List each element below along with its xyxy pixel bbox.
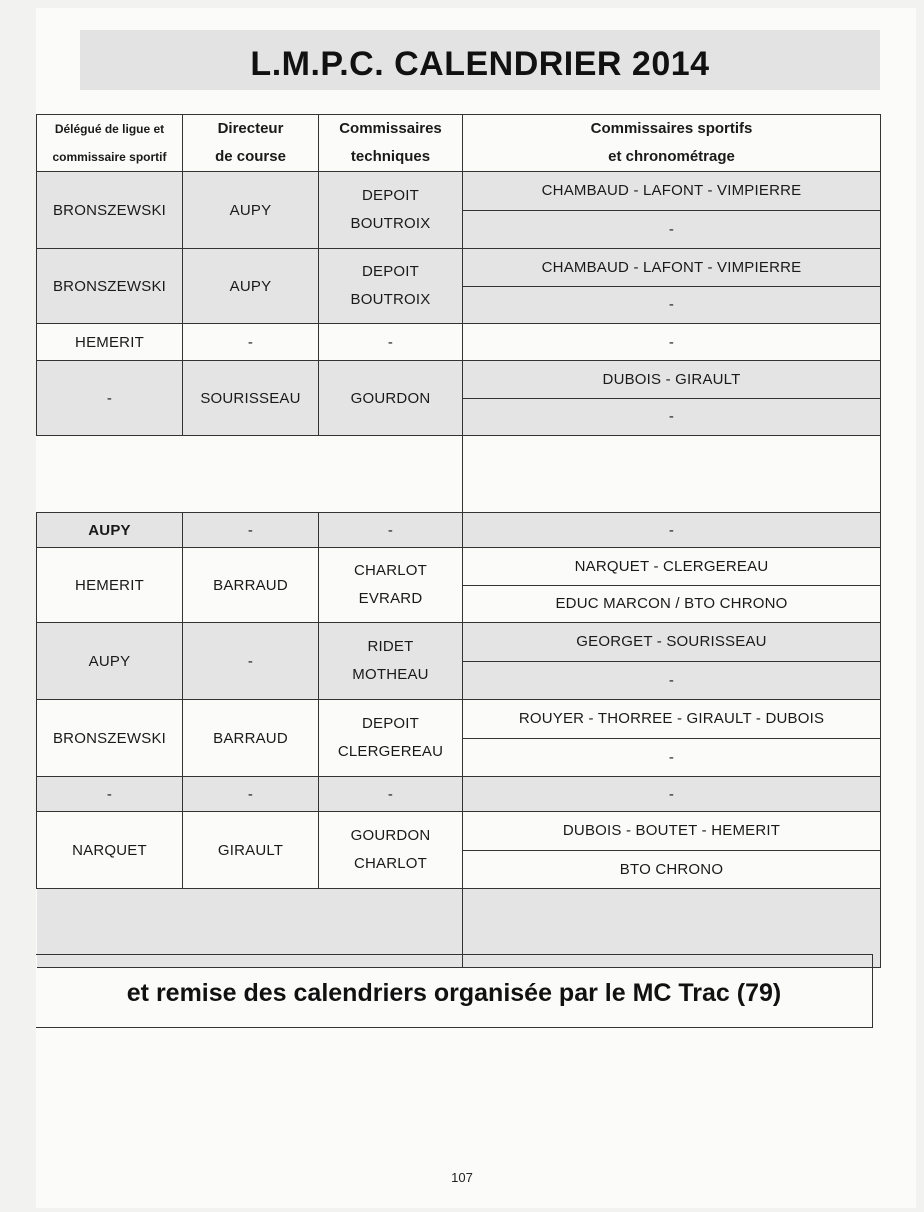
- cell-techniques: [319, 172, 463, 249]
- calendar-table: [36, 114, 881, 968]
- cell-directeur: BARRAUD: [183, 700, 319, 777]
- cell-techniques: GOURDON: [319, 361, 463, 436]
- footer-note: et remise des calendriers organisée par le MC Trac (79): [36, 954, 873, 1028]
- chrono-names: -: [668, 671, 675, 689]
- cell-directeur: GIRAULT: [183, 812, 319, 889]
- cell-techniques: [319, 548, 463, 623]
- table-row: [37, 812, 881, 889]
- header-directeur: [183, 115, 319, 172]
- cell-directeur: BARRAUD: [183, 548, 319, 623]
- table-row: [37, 249, 881, 324]
- sportifs-names: ROUYER - THORREE - GIRAULT - DUBOIS: [463, 700, 880, 739]
- sportifs-names: CHAMBAUD - LAFONT - VIMPIERRE: [463, 249, 880, 287]
- table-row: [37, 172, 881, 249]
- tech-name: DEPOIT: [361, 263, 420, 280]
- sportifs-names: DUBOIS - GIRAULT: [463, 361, 880, 399]
- cell-sportifs: -: [463, 324, 881, 361]
- cell-delegue: NARQUET: [37, 812, 183, 889]
- cell-techniques: [319, 812, 463, 889]
- cell-directeur: -: [183, 513, 319, 548]
- sportifs-names: DUBOIS - BOUTET - HEMERIT: [463, 812, 880, 851]
- cell-sportifs: [463, 812, 881, 889]
- header-sportifs-line2: et chronométrage: [608, 148, 735, 165]
- cell-sportifs: -: [463, 513, 881, 548]
- cell-delegue: BRONSZEWSKI: [37, 249, 183, 324]
- tech-name: CHARLOT: [353, 562, 428, 579]
- header-techniques: [319, 115, 463, 172]
- cell-delegue: BRONSZEWSKI: [37, 700, 183, 777]
- table-row: [37, 513, 881, 548]
- header-techniques-line2: techniques: [350, 148, 431, 165]
- table-row: [37, 436, 881, 513]
- cell-sportifs: [463, 700, 881, 777]
- chrono-names: -: [668, 296, 675, 314]
- tech-name: GOURDON: [350, 827, 431, 844]
- cell-delegue: -: [37, 777, 183, 812]
- table-row: [37, 777, 881, 812]
- header-delegue-line1: Délégué de ligue et: [54, 122, 165, 136]
- sportifs-names: NARQUET - CLERGEREAU: [463, 548, 880, 586]
- cell-directeur: -: [183, 777, 319, 812]
- cell-techniques: [319, 249, 463, 324]
- chrono-names: -: [668, 748, 675, 766]
- table-header-row: [37, 115, 881, 172]
- sportifs-names: GEORGET - SOURISSEAU: [463, 623, 880, 662]
- table-row: [37, 324, 881, 361]
- cell-delegue: BRONSZEWSKI: [37, 172, 183, 249]
- chrono-names: BTO CHRONO: [619, 860, 724, 878]
- cell-sportifs: [463, 249, 881, 324]
- cell-directeur: -: [183, 324, 319, 361]
- cell-delegue: AUPY: [37, 623, 183, 700]
- header-sportifs-line1: Commissaires sportifs: [590, 120, 753, 137]
- cell-sportifs: -: [463, 777, 881, 812]
- chrono-names: -: [668, 220, 675, 238]
- tech-name: CHARLOT: [353, 855, 428, 872]
- cell-techniques: [319, 700, 463, 777]
- tech-name: RIDET: [367, 638, 414, 655]
- tech-name: DEPOIT: [361, 187, 420, 204]
- header-delegue: [37, 115, 183, 172]
- cell-sportifs: [463, 436, 881, 513]
- table-row: [37, 623, 881, 700]
- tech-name: MOTHEAU: [352, 666, 429, 683]
- tech-name: EVRARD: [358, 590, 423, 607]
- table-row: [37, 700, 881, 777]
- cell-delegue: HEMERIT: [37, 548, 183, 623]
- tech-name: BOUTROIX: [350, 215, 431, 232]
- cell-sportifs: [463, 172, 881, 249]
- cell-directeur: -: [183, 623, 319, 700]
- chrono-names: -: [668, 408, 675, 426]
- chrono-names: EDUC MARCON / BTO CHRONO: [555, 595, 788, 613]
- cell-directeur: AUPY: [183, 249, 319, 324]
- header-techniques-line1: Commissaires: [339, 120, 442, 137]
- header-directeur-line2: de course: [215, 148, 286, 165]
- cell-directeur: AUPY: [183, 172, 319, 249]
- table-row: [37, 361, 881, 436]
- sportifs-names: CHAMBAUD - LAFONT - VIMPIERRE: [463, 172, 880, 211]
- cell-delegue: AUPY: [37, 513, 183, 548]
- header-directeur-line1: Directeur: [217, 120, 284, 137]
- header-delegue-line2: commissaire sportif: [52, 150, 167, 164]
- cell-delegue: -: [37, 361, 183, 436]
- header-sportifs: [463, 115, 881, 172]
- page-title: L.M.P.C. CALENDRIER 2014: [250, 45, 710, 83]
- cell-sportifs: [463, 361, 881, 436]
- cell-techniques: [319, 623, 463, 700]
- table-row: [37, 548, 881, 623]
- cell-techniques: -: [319, 777, 463, 812]
- cell-empty: [37, 436, 463, 513]
- cell-techniques: -: [319, 513, 463, 548]
- cell-delegue: HEMERIT: [37, 324, 183, 361]
- cell-directeur: SOURISSEAU: [183, 361, 319, 436]
- cell-sportifs: [463, 548, 881, 623]
- tech-name: CLERGEREAU: [337, 743, 444, 760]
- cell-sportifs: [463, 623, 881, 700]
- page-number: 107: [451, 1170, 473, 1185]
- tech-name: DEPOIT: [361, 715, 420, 732]
- cell-techniques: -: [319, 324, 463, 361]
- tech-name: BOUTROIX: [350, 291, 431, 308]
